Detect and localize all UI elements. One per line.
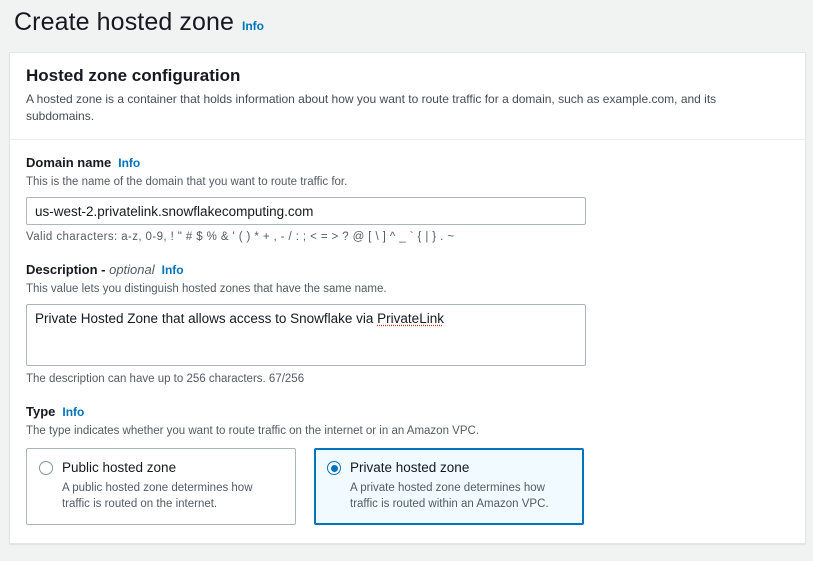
type-hint: The type indicates whether you want to route traffic on the internet or in an Amazon VPC. bbox=[26, 425, 480, 437]
description-label-row bbox=[26, 261, 789, 279]
card-header bbox=[10, 53, 805, 140]
radio-description-private: A private hosted zone determines how traffic is routed within an Amazon VPC. bbox=[350, 482, 549, 510]
card-body bbox=[10, 140, 805, 543]
domain-name-hint: This is the name of the domain that you want to route traffic for. bbox=[26, 176, 348, 188]
description-optional-text: optional bbox=[109, 262, 155, 277]
type-radio-group bbox=[26, 448, 789, 525]
radio-tile-private-hosted-zone[interactable] bbox=[314, 448, 584, 525]
domain-name-valid-characters: Valid characters: a-z, 0-9, ! " # $ % & ' ( ) * + , - / : ; < = > ? @ [ \ ] ^ _ ` { | } . ~ bbox=[26, 231, 455, 243]
type-label: Type bbox=[26, 404, 56, 419]
radio-title-public: Public hosted zone bbox=[62, 460, 177, 475]
description-info-link[interactable]: Info bbox=[161, 263, 184, 277]
radio-text-private bbox=[350, 459, 571, 512]
card-title: Hosted zone configuration bbox=[26, 66, 241, 85]
description-field bbox=[26, 261, 789, 385]
description-label-text: Description - bbox=[26, 262, 106, 277]
radio-tile-public-hosted-zone[interactable] bbox=[26, 448, 296, 525]
card-description: A hosted zone is a container that holds information about how you want to route traffic for a domain, such as example.com, and its subdomains. bbox=[26, 92, 717, 123]
page-info-link[interactable]: Info bbox=[242, 19, 265, 33]
radio-icon-public[interactable] bbox=[39, 461, 53, 475]
radio-text-public bbox=[62, 459, 283, 512]
radio-icon-private[interactable] bbox=[327, 461, 341, 475]
page-title: Create hosted zone bbox=[14, 8, 235, 36]
domain-name-label: Domain name bbox=[26, 155, 112, 170]
type-label-row bbox=[26, 403, 789, 421]
page-header bbox=[0, 0, 813, 38]
description-label bbox=[26, 261, 155, 279]
description-value-prefix: Private Hosted Zone that allows access to Snowflake via bbox=[35, 311, 378, 326]
type-info-link[interactable]: Info bbox=[62, 405, 85, 419]
description-character-counter: The description can have up to 256 characters. 67/256 bbox=[26, 373, 305, 385]
radio-title-private: Private hosted zone bbox=[350, 460, 470, 475]
domain-name-info-link[interactable]: Info bbox=[118, 156, 141, 170]
domain-name-label-row bbox=[26, 154, 789, 172]
domain-name-input[interactable] bbox=[26, 197, 586, 225]
description-hint: This value lets you distinguish hosted zones that have the same name. bbox=[26, 283, 387, 295]
description-value-spellchecked: PrivateLink bbox=[377, 311, 444, 326]
hosted-zone-configuration-card bbox=[9, 52, 806, 544]
type-field bbox=[26, 403, 789, 525]
radio-description-public: A public hosted zone determines how traffic is routed on the internet. bbox=[62, 482, 253, 510]
domain-name-field bbox=[26, 154, 789, 243]
description-textarea[interactable] bbox=[26, 304, 586, 366]
